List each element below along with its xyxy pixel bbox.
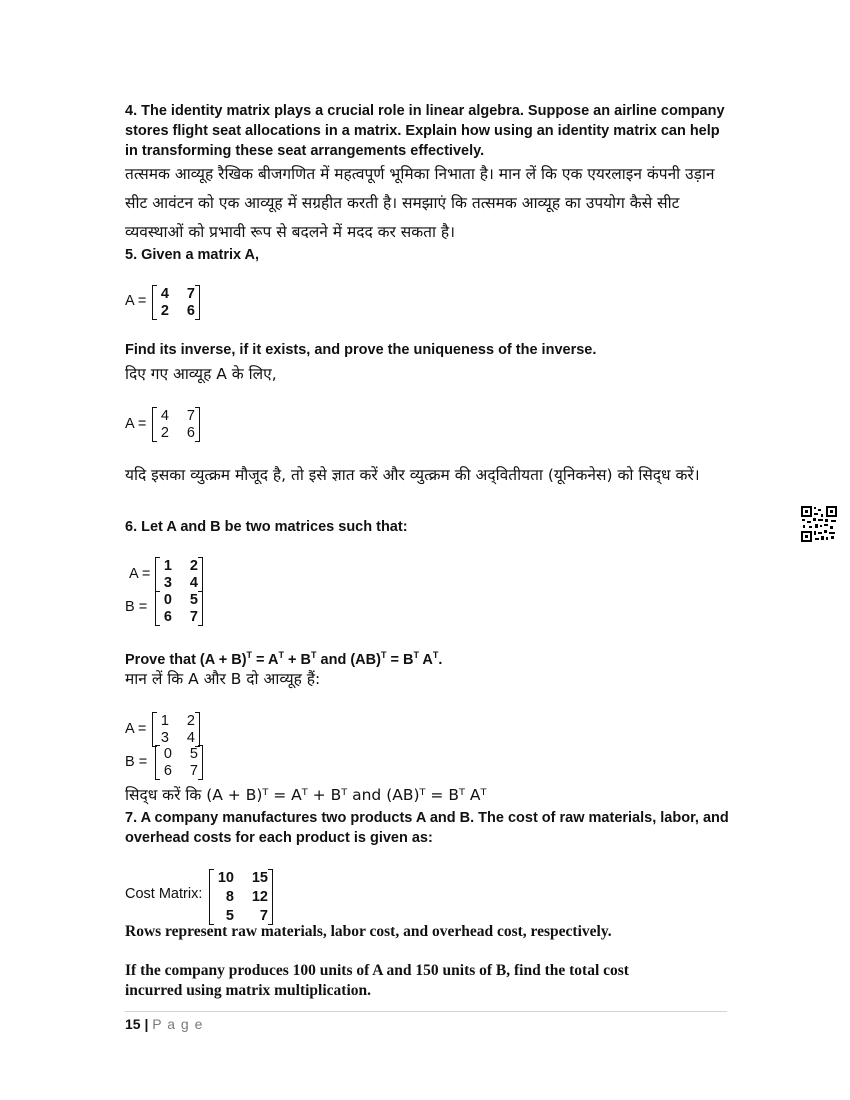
matrix-cell: 0 [163, 592, 172, 608]
matrix-cell: 5 [225, 908, 234, 924]
q6-hindi-prove: सिद्‌ध करें कि (A + B)ᵀ = Aᵀ + Bᵀ and (AB)ᵀ = Bᵀ Aᵀ [125, 786, 487, 804]
q6-matrix-a [155, 558, 203, 591]
matrix-cell: 2 [189, 558, 198, 574]
matrix-cell: 6 [163, 763, 172, 779]
matrix-cell: 8 [225, 889, 234, 905]
footer [125, 1016, 203, 1032]
q5-intro: 5. Given a matrix A, [125, 247, 260, 263]
page-word: P a g e [152, 1016, 204, 1032]
q6-matrix-b [155, 592, 203, 625]
q6-prove-statement: Prove that $(A + B)^T = A^T + B^T$ and $(AB)^T = B^T$ $A^T$. [125, 650, 443, 668]
matrix-cell: 5 [189, 592, 198, 608]
q6-hindi-matrix-b-label: B = [125, 754, 148, 770]
q5-hindi-task: यदि इसका व्युत्क्रम मौजूद है, तो इसे ज्ञात करें और व्युत्क्रम की अद्‌वितीयता (यूनिकनेस) को सिद्‌ध करें। [125, 466, 700, 484]
q4-english: 4. The identity matrix plays a crucial role in linear algebra. Suppose an airline company stores flight seat allocations in a matrix. Explain how using an identity matrix can help in transforming these seat arrangements effectively. [125, 103, 725, 159]
q7-cost-matrix-label: Cost Matrix: [125, 886, 203, 902]
matrix-cell: 0 [163, 746, 172, 762]
matrix-cell: 2 [186, 713, 195, 729]
q5-matrix-label: A = [125, 293, 147, 309]
q7-rows-note: Rows represent raw materials, labor cost, and overhead cost, respectively. [125, 923, 612, 940]
q4-hindi: तत्समक आव्यूह रैखिक बीजगणित में महत्वपूर्ण भूमिका निभाता है। मान लें कि एक एयरलाइन कंपनी उड़ान सीट आवंटन को एक आव्यूह में सग्रहीत करती है। समझाएं कि तत्समक आव्यूह का उपयोग कैसे सीट व्यवस्थाओं को प्रभावी रूप से बदलने में मदद कर सकता है। [125, 165, 715, 241]
matrix-cell: 5 [189, 746, 198, 762]
matrix-cell: 4 [160, 408, 169, 424]
q7-intro: 7. A company manufactures two products A and B. The cost of raw materials, labor, and overhead costs for each product is given as: [125, 810, 729, 846]
matrix-cell: 3 [160, 730, 169, 746]
matrix-cell: 7 [189, 609, 198, 625]
matrix-cell: 7 [186, 286, 195, 302]
matrix-cell: 15 [251, 870, 268, 886]
footer-separator: | [144, 1016, 149, 1032]
matrix-cell: 2 [160, 425, 169, 441]
matrix-cell: 4 [186, 730, 195, 746]
q5-matrix [152, 286, 200, 319]
q7-cost-matrix [209, 870, 273, 924]
matrix-cell: 7 [189, 763, 198, 779]
matrix-cell: 12 [251, 889, 268, 905]
q6-hindi-matrix-a-label: A = [125, 721, 147, 737]
matrix-cell: 3 [163, 575, 172, 591]
matrix-cell: 6 [186, 303, 195, 319]
q6-intro: 6. Let A and B be two matrices such that: [125, 519, 408, 535]
q6-hindi-matrix-a [152, 713, 200, 746]
qr-code-icon [800, 505, 838, 543]
q6-matrix-a-label: A = [129, 566, 151, 582]
matrix-cell: 6 [186, 425, 195, 441]
matrix-cell: 6 [163, 609, 172, 625]
q5-hindi-matrix [152, 408, 200, 441]
matrix-cell: 7 [259, 908, 268, 924]
matrix-cell: 1 [160, 713, 169, 729]
q6-hindi-intro: मान लें कि A और B दो आव्यूह हैं: [125, 670, 321, 688]
matrix-cell: 4 [160, 286, 169, 302]
matrix-cell: 7 [186, 408, 195, 424]
matrix-cell: 4 [189, 575, 198, 591]
page-number: 15 [125, 1016, 141, 1032]
q6-hindi-matrix-b [155, 746, 203, 779]
matrix-cell: 2 [160, 303, 169, 319]
q7-task: If the company produces 100 units of A and 150 units of B, find the total cost incurred using matrix multiplication. [125, 962, 629, 999]
q5-hindi-intro: दिए गए आव्यूह A के लिए, [125, 365, 277, 383]
footer-divider [125, 1011, 727, 1012]
q6-matrix-b-label: B = [125, 599, 148, 615]
matrix-cell: 1 [163, 558, 172, 574]
q5-task: Find its inverse, if it exists, and prove the uniqueness of the inverse. [125, 342, 597, 358]
q5-hindi-matrix-label: A = [125, 416, 147, 432]
matrix-cell: 10 [217, 870, 234, 886]
